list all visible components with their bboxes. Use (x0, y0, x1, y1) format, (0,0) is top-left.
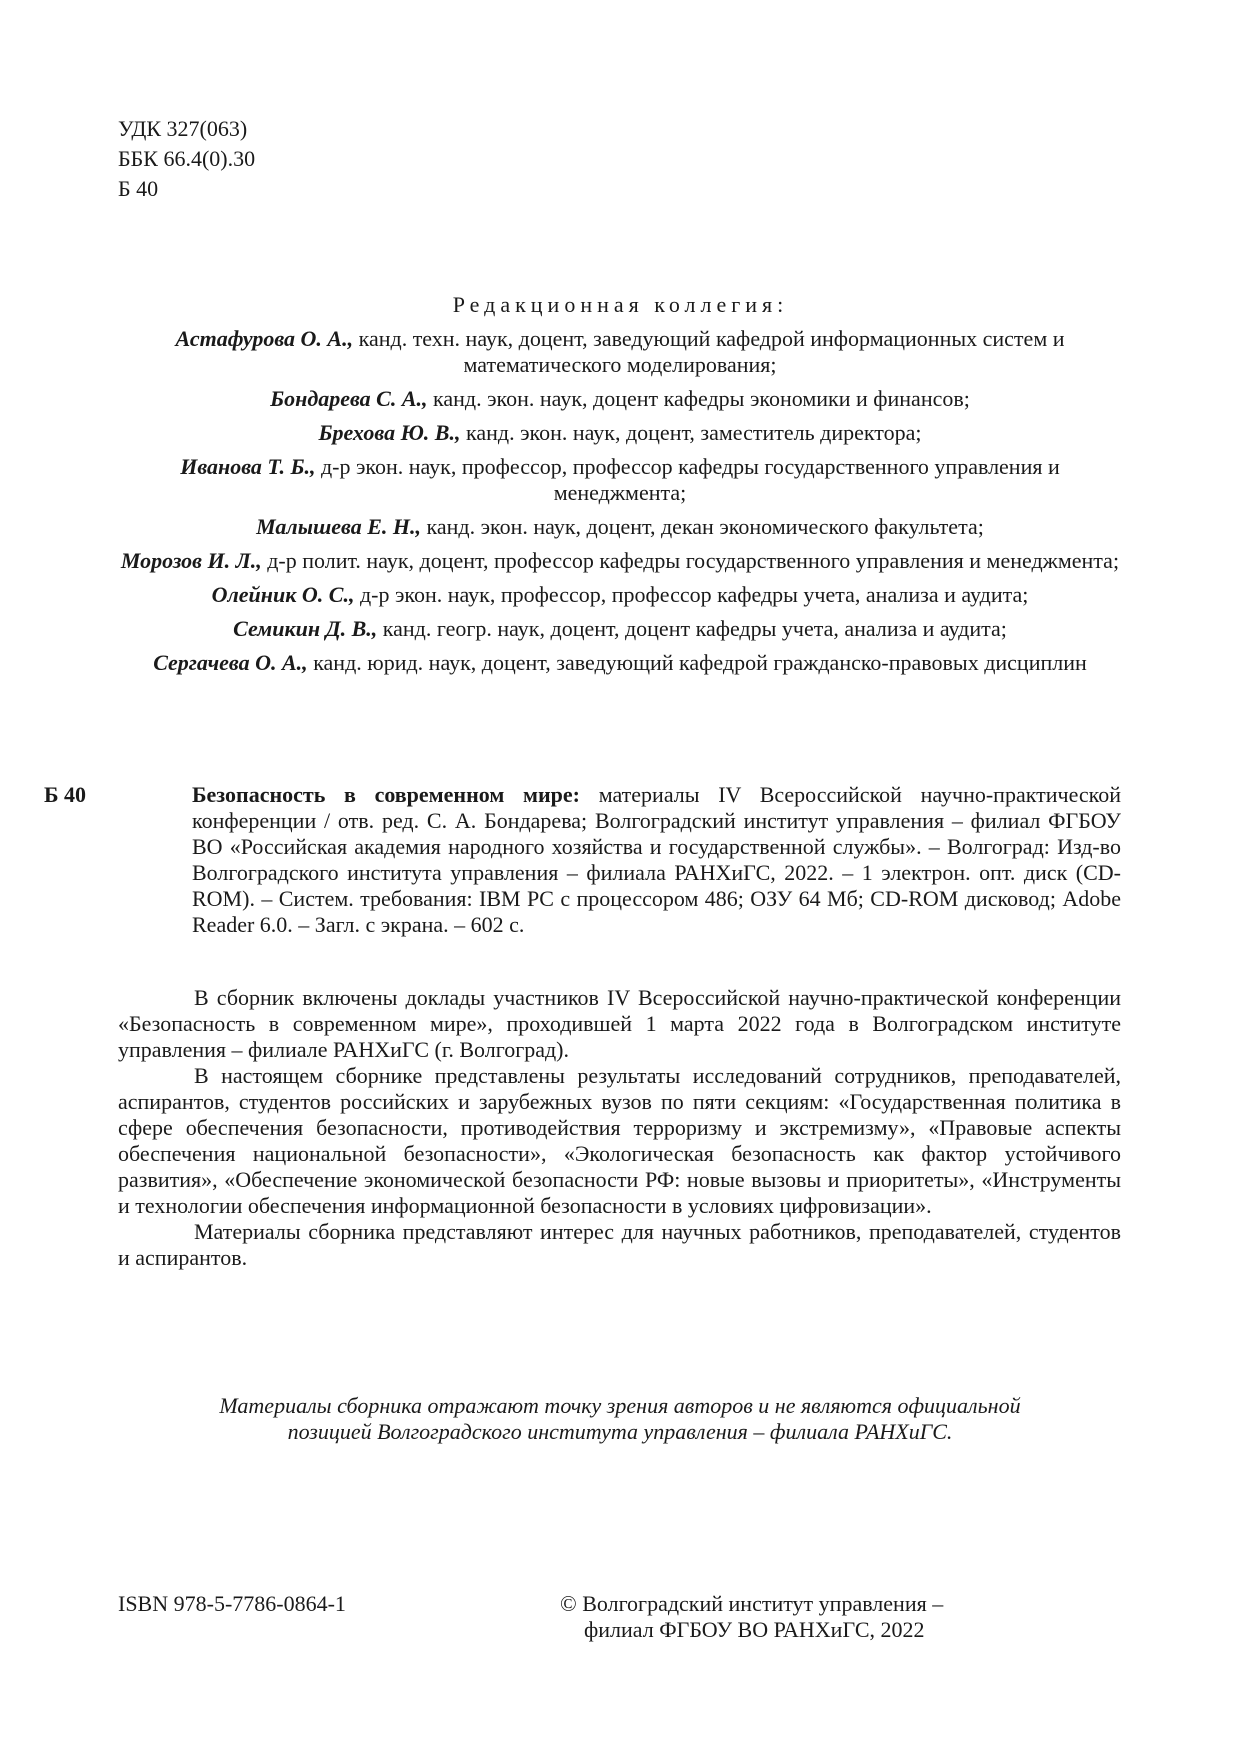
member-name: Брехова Ю. В., (318, 420, 461, 445)
member-name: Астафурова О. А., (175, 326, 354, 351)
copyright (560, 1591, 943, 1643)
member-name: Морозов И. Л., (120, 548, 262, 573)
bibliographic-body (44, 782, 1121, 938)
member-role: канд. экон. наук, доцент, заместитель директора; (465, 420, 922, 445)
board-member (120, 420, 1120, 446)
member-role: канд. экон. наук, доцент, декан экономического факультета; (426, 514, 984, 539)
member-role: канд. геогр. наук, доцент, доцент кафедры учета, анализа и аудита; (382, 616, 1007, 641)
member-role: д-р экон. наук, профессор, профессор кафедры учета, анализа и аудита; (359, 582, 1029, 607)
board-member (120, 514, 1120, 540)
member-role: канд. экон. наук, доцент кафедры экономики и финансов; (433, 386, 970, 411)
isbn: ISBN 978-5-7786-0864-1 (118, 1591, 346, 1616)
disclaimer (130, 1393, 1110, 1445)
board-member (120, 548, 1120, 574)
member-name: Иванова Т. Б., (180, 454, 316, 479)
book-title: Безопасность в современном мире: (192, 782, 581, 807)
board-member (120, 386, 1120, 412)
member-name: Малышева Е. Н., (256, 514, 422, 539)
classification-block (118, 116, 255, 206)
author-mark: Б 40 (118, 176, 159, 201)
bibliographic-description: материалы IV Всероссийской научно-практической конференции / отв. ред. С. А. Бондарева; Волгоградский институт управления – филиал ФГБОУ ВО «Российская академия народного хозяйства и государственной службы». – Волгоград: Изд-во Волгоградского института управления – филиала РАНХиГС, 2022. – 1 электрон. опт. диск (CD-ROM). – Систем. требования: IBM PC с процессором 486; ОЗУ 64 Мб; CD-ROM дисковод; Adobe Reader 6.0. – Загл. с экрана. – 602 с. (192, 782, 1121, 937)
bibliographic-record (44, 782, 1121, 938)
disclaimer-line: позицией Волгоградского института управления – филиала РАНХиГС. (287, 1419, 953, 1444)
member-name: Олейник О. С., (211, 582, 355, 607)
bibliographic-code: Б 40 (44, 782, 87, 807)
member-role: канд. юрид. наук, доцент, заведующий кафедрой гражданско-правовых дисциплин (313, 650, 1087, 675)
abstract-paragraph: В настоящем сборнике представлены результаты исследований сотрудников, преподавателей, аспирантов, студентов российских и зарубежных вузов по пяти секциям: «Государственная политика в сфере обеспечения безопасности, противодействия терроризму и экстремизму», «Правовые аспекты обеспечения национальной безопасности», «Экологическая безопасность как фактор устойчивого развития», «Обеспечение экономической безопасности РФ: новые вызовы и приоритеты», «Инструменты и технологии обеспечения информационной безопасности в условиях цифровизации». (118, 1063, 1121, 1218)
copyright-line: © Волгоградский институт управления – (560, 1591, 944, 1616)
board-member (120, 616, 1120, 642)
board-member (120, 582, 1120, 608)
copyright-line: филиал ФГБОУ ВО РАНХиГС, 2022 (584, 1617, 925, 1642)
member-name: Семикин Д. В., (233, 616, 378, 641)
member-role: д-р экон. наук, профессор, профессор кафедры государственного управления и менеджмента; (320, 454, 1060, 505)
board-member (120, 650, 1120, 676)
board-member (120, 454, 1120, 506)
abstract-paragraph: Материалы сборника представляют интерес для научных работников, преподавателей, студентов и аспирантов. (118, 1219, 1121, 1270)
board-member (120, 326, 1120, 378)
disclaimer-line: Материалы сборника отражают точку зрения авторов и не являются официальной (219, 1393, 1021, 1418)
udk-code: УДК 327(063) (118, 116, 248, 141)
member-role: д-р полит. наук, доцент, профессор кафедры государственного управления и менеджмента; (267, 548, 1120, 573)
member-name: Сергачева О. А., (153, 650, 308, 675)
member-role: канд. техн. наук, доцент, заведующий кафедрой информационных систем и математического моделирования; (358, 326, 1065, 377)
bbk-code: ББК 66.4(0).30 (118, 146, 256, 171)
editorial-board (120, 326, 1120, 684)
editorial-board-heading: Редакционная коллегия: (452, 292, 789, 317)
abstract (118, 985, 1121, 1271)
member-name: Бондарева С. А., (270, 386, 428, 411)
abstract-paragraph: В сборник включены доклады участников IV Всероссийской научно-практической конференции «Безопасность в современном мире», проходившей 1 марта 2022 года в Волгоградском институте управления – филиале РАНХиГС (г. Волгоград). (118, 985, 1121, 1062)
